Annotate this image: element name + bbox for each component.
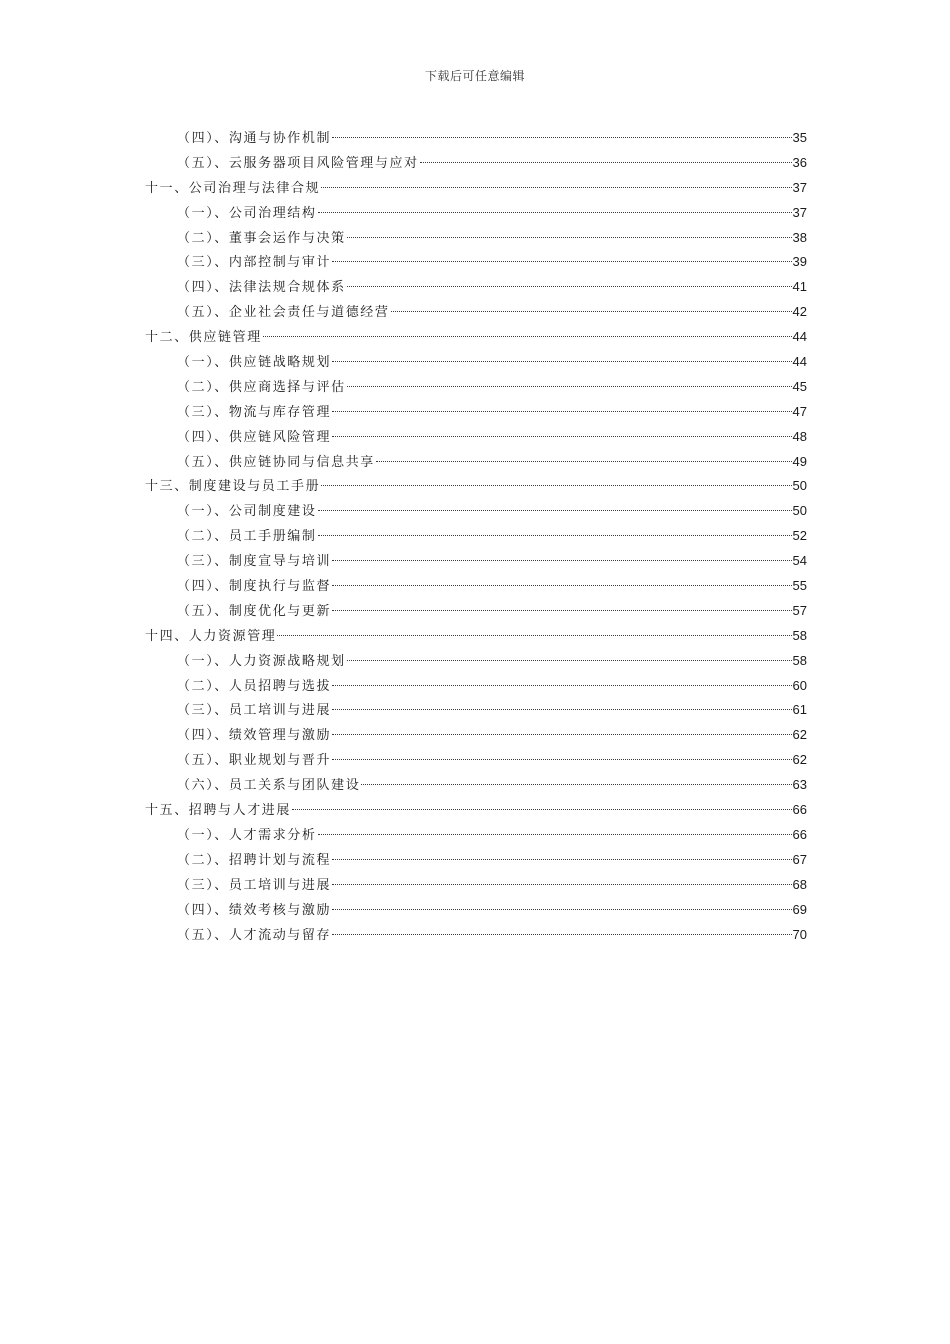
toc-page-number: 58 — [792, 627, 807, 643]
toc-entry-title: （四）、沟通与协作机制 — [177, 131, 332, 146]
toc-section-entry[interactable] — [145, 300, 807, 325]
toc-entry-title: （四）、绩效考核与激励 — [177, 902, 332, 918]
toc-page-number: 49 — [792, 453, 807, 469]
toc-section-entry[interactable] — [145, 674, 807, 699]
toc-page-number: 42 — [792, 304, 807, 320]
toc-dot-leader — [332, 859, 791, 860]
toc-dot-leader — [332, 685, 791, 686]
toc-dot-leader — [332, 560, 791, 561]
toc-chapter-entry[interactable] — [145, 798, 807, 823]
toc-section-entry[interactable] — [145, 250, 807, 275]
toc-dot-leader — [332, 884, 791, 885]
toc-page-number: 62 — [792, 727, 807, 743]
toc-entry-title: （五）、企业社会责任与道德经营 — [177, 305, 390, 321]
toc-entry-title: （三）、内部控制与审计 — [177, 255, 332, 271]
toc-entry-title: （一）、公司制度建设 — [177, 504, 317, 520]
toc-dot-leader — [332, 137, 791, 138]
toc-section-entry[interactable] — [145, 848, 807, 873]
toc-dot-leader — [332, 436, 791, 437]
toc-section-entry[interactable] — [145, 151, 807, 176]
toc-entry-title: （一）、供应链战略规划 — [177, 355, 332, 371]
toc-entry-title: （四）、制度执行与监督 — [177, 579, 332, 595]
toc-section-entry[interactable] — [145, 126, 807, 151]
toc-dot-leader — [347, 237, 792, 238]
toc-page-number: 67 — [792, 851, 807, 867]
toc-entry-title: （一）、人才需求分析 — [177, 827, 317, 843]
toc-dot-leader — [332, 261, 791, 262]
toc-entry-title: 十四、人力资源管理 — [145, 628, 277, 644]
toc-chapter-entry[interactable] — [145, 176, 807, 201]
toc-page-number: 45 — [792, 378, 807, 394]
toc-dot-leader — [332, 909, 791, 910]
toc-section-entry[interactable] — [145, 723, 807, 748]
toc-section-entry[interactable] — [145, 524, 807, 549]
toc-section-entry[interactable] — [145, 400, 807, 425]
toc-dot-leader — [391, 311, 792, 312]
toc-entry-title: （三）、员工培训与进展 — [177, 877, 332, 893]
toc-section-entry[interactable] — [145, 350, 807, 375]
page-header: 下载后可任意编辑 — [424, 69, 525, 83]
toc-dot-leader — [318, 834, 792, 835]
toc-entry-title: （二）、供应商选择与评估 — [177, 379, 346, 395]
toc-dot-leader — [321, 187, 791, 188]
toc-page-number: 35 — [792, 130, 807, 145]
toc-entry-title: 十二、供应链管理 — [145, 330, 262, 346]
toc-entry-title: （二）、员工手册编制 — [177, 529, 317, 545]
toc-section-entry[interactable] — [145, 873, 807, 898]
toc-entry-title: （四）、绩效管理与激励 — [177, 728, 332, 744]
toc-dot-leader — [420, 162, 792, 163]
toc-page-number: 50 — [792, 503, 807, 519]
toc-page-number: 39 — [792, 254, 807, 270]
toc-chapter-entry[interactable] — [145, 325, 807, 350]
toc-section-entry[interactable] — [145, 226, 807, 251]
toc-page-number: 62 — [792, 752, 807, 768]
toc-page-number: 55 — [792, 578, 807, 594]
toc-dot-leader — [263, 336, 792, 337]
toc-page-number: 60 — [792, 677, 807, 693]
toc-section-entry[interactable] — [145, 898, 807, 923]
toc-entry-title: （二）、招聘计划与流程 — [177, 852, 332, 868]
toc-dot-leader — [332, 610, 791, 611]
toc-dot-leader — [318, 212, 792, 213]
toc-page-number: 61 — [792, 702, 807, 718]
toc-dot-leader — [318, 535, 792, 536]
toc-page-number: 54 — [792, 553, 807, 569]
toc-dot-leader — [332, 734, 791, 735]
toc-dot-leader — [292, 809, 792, 810]
toc-entry-title: （一）、公司治理结构 — [177, 205, 317, 221]
toc-section-entry[interactable] — [145, 375, 807, 400]
toc-section-entry[interactable] — [145, 450, 807, 475]
toc-page-number: 68 — [792, 876, 807, 892]
toc-section-entry[interactable] — [145, 275, 807, 300]
toc-entry-title: （五）、人才流动与留存 — [177, 927, 332, 943]
toc-section-entry[interactable] — [145, 748, 807, 773]
toc-entry-title: 十一、公司治理与法律合规 — [145, 180, 321, 196]
toc-page-number: 44 — [792, 329, 807, 345]
table-of-contents — [145, 126, 807, 947]
toc-section-entry[interactable] — [145, 649, 807, 674]
toc-section-entry[interactable] — [145, 599, 807, 624]
toc-dot-leader — [332, 709, 791, 710]
toc-entry-title: （五）、云服务器项目风险管理与应对 — [177, 155, 419, 171]
toc-section-entry[interactable] — [145, 823, 807, 848]
toc-entry-title: （三）、员工培训与进展 — [177, 703, 332, 719]
toc-dot-leader — [347, 660, 792, 661]
toc-page-number: 47 — [792, 403, 807, 419]
toc-entry-title: （六）、员工关系与团队建设 — [177, 778, 361, 794]
toc-dot-leader — [347, 286, 792, 287]
toc-entry-title: （二）、董事会运作与决策 — [177, 230, 346, 246]
toc-entry-title: （四）、供应链风险管理 — [177, 429, 332, 445]
toc-page-number: 50 — [792, 478, 807, 494]
toc-entry-title: （五）、制度优化与更新 — [177, 603, 332, 619]
toc-entry-title: （三）、物流与库存管理 — [177, 404, 332, 420]
toc-page-number: 41 — [792, 279, 807, 295]
toc-dot-leader — [361, 784, 791, 785]
toc-section-entry[interactable] — [145, 698, 807, 723]
toc-section-entry[interactable] — [145, 425, 807, 450]
toc-page-number: 63 — [792, 777, 807, 793]
toc-page-number: 48 — [792, 428, 807, 444]
toc-page-number: 37 — [792, 204, 807, 220]
toc-dot-leader — [321, 485, 791, 486]
toc-page-number: 66 — [792, 826, 807, 842]
toc-dot-leader — [332, 411, 791, 412]
toc-entry-title: （五）、供应链协同与信息共享 — [177, 454, 375, 470]
toc-page-number: 44 — [792, 354, 807, 370]
toc-entry-title: （四）、法律法规合规体系 — [177, 280, 346, 296]
toc-page-number: 58 — [792, 652, 807, 668]
toc-section-entry[interactable] — [145, 499, 807, 524]
toc-dot-leader — [332, 759, 791, 760]
toc-dot-leader — [332, 585, 791, 586]
toc-entry-title: （一）、人力资源战略规划 — [177, 653, 346, 669]
toc-dot-leader — [376, 461, 792, 462]
toc-section-entry[interactable] — [145, 773, 807, 798]
toc-entry-title: 十五、招聘与人才进展 — [145, 803, 292, 819]
toc-entry-title: 十三、制度建设与员工手册 — [145, 479, 321, 495]
toc-section-entry[interactable] — [145, 923, 807, 948]
toc-chapter-entry[interactable] — [145, 474, 807, 499]
toc-entry-title: （三）、制度宣导与培训 — [177, 554, 332, 570]
toc-dot-leader — [332, 934, 791, 935]
toc-page-number: 66 — [792, 802, 807, 818]
toc-dot-leader — [332, 361, 791, 362]
toc-dot-leader — [347, 386, 792, 387]
toc-page-number: 70 — [792, 926, 807, 942]
toc-chapter-entry[interactable] — [145, 624, 807, 649]
toc-entry-title: （五）、职业规划与晋升 — [177, 753, 332, 769]
toc-page-number: 52 — [792, 528, 807, 544]
toc-page-number: 36 — [792, 154, 807, 170]
toc-entry-title: （二）、人员招聘与选拔 — [177, 678, 332, 694]
toc-section-entry[interactable] — [145, 574, 807, 599]
toc-dot-leader — [277, 635, 791, 636]
toc-section-entry[interactable] — [145, 549, 807, 574]
toc-page-number: 69 — [792, 901, 807, 917]
toc-page-number: 57 — [792, 602, 807, 618]
toc-section-entry[interactable] — [145, 201, 807, 226]
toc-dot-leader — [318, 510, 792, 511]
toc-page-number: 37 — [792, 179, 807, 195]
toc-page-number: 38 — [792, 229, 807, 245]
